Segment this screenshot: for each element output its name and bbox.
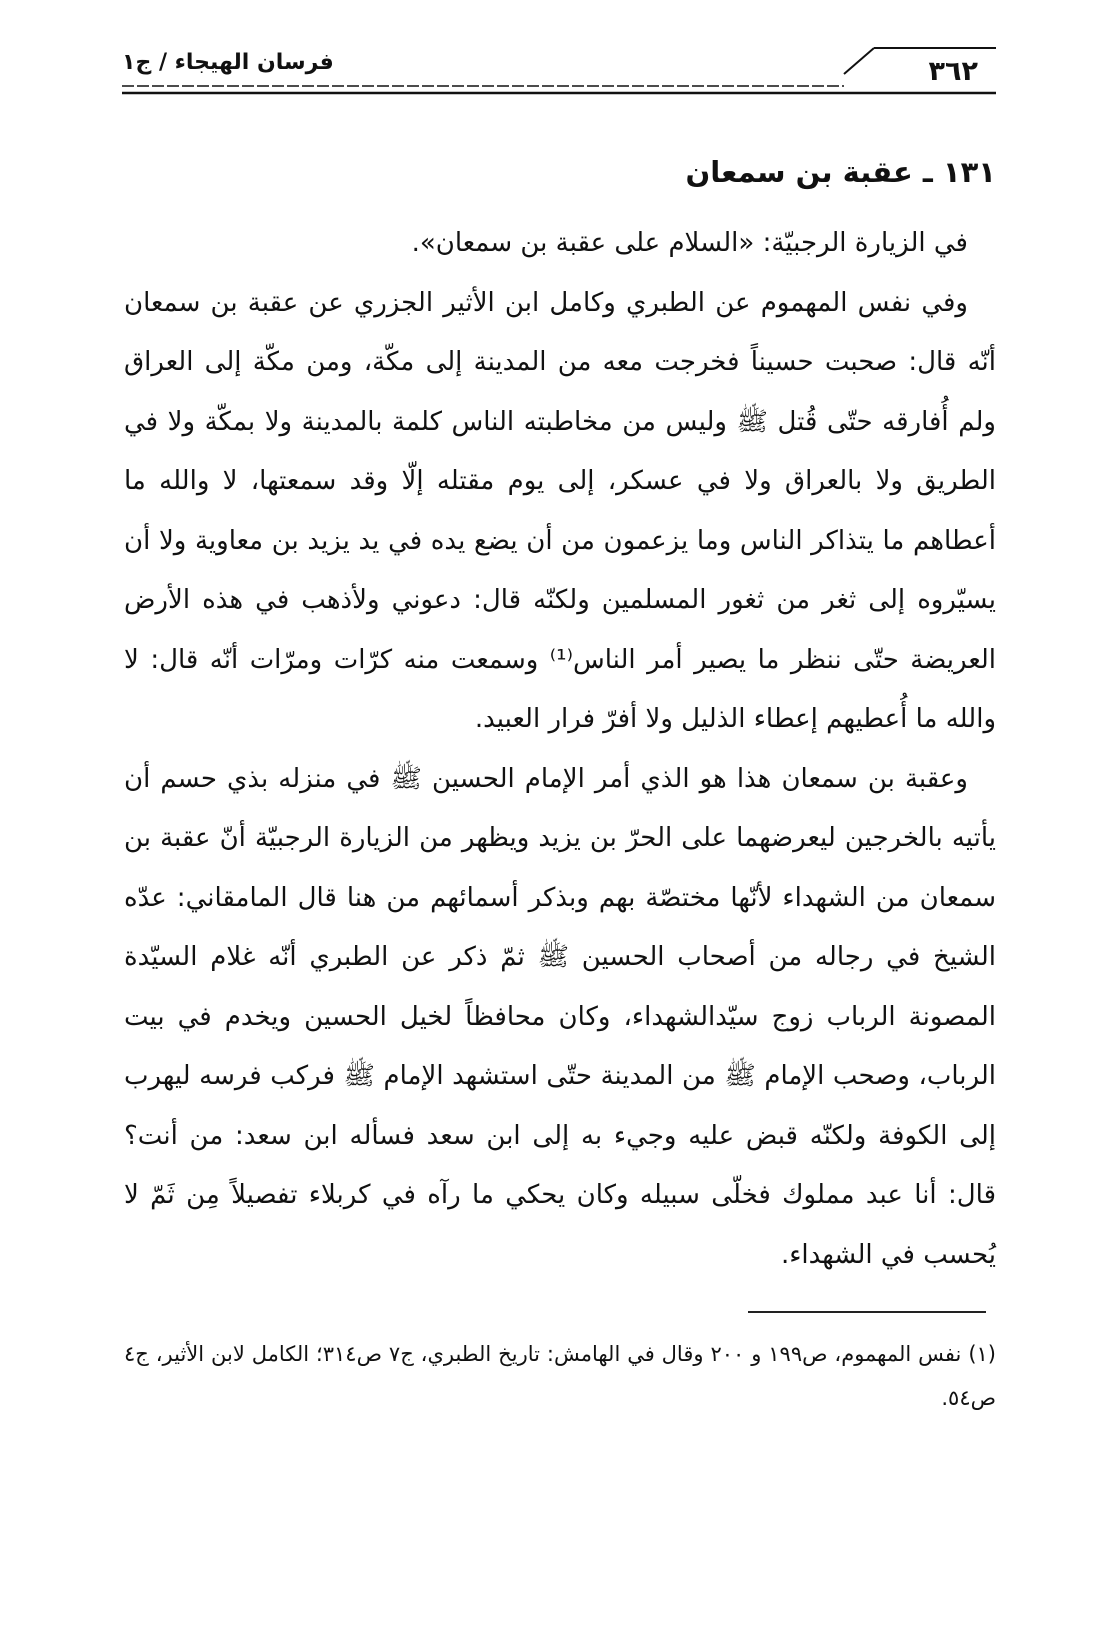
running-title: فرسان الهيجاء / ج١ xyxy=(122,50,334,75)
footnote: (١) نفس المهموم، ص١٩٩ و ٢٠٠ وقال في الهامش: تاريخ الطبري، ج٧ ص٣١٤؛ الكامل لابن الأثير، ج٤ ص٥٤. xyxy=(124,1342,996,1410)
main-text xyxy=(124,150,996,1285)
section-title: ١٣١ ـ عقبة بن سمعان xyxy=(685,155,996,189)
paragraph: وعقبة بن سمعان هذا هو الذي أمر الإمام الحسين ﷺ في منزله بذي حسم أن يأتيه بالخرجين ليعرضهما على الحرّ بن يزيد ويظهر من الزيارة الرجبيّة أنّ عقبة بن سمعان من الشهداء لأنّها مختصّة بهم وبذكر أسمائهم من هنا قال المامقاني: عدّه الشيخ في رجاله من أصحاب الحسين ﷺ ثمّ ذكر عن الطبري أنّه غلام السيّدة المصونة الرباب زوج سيّدالشهداء، وكان محافظاً لخيل الحسين ويخدم في بيت الرباب، وصحب الإمام ﷺ من المدينة حتّى استشهد الإمام ﷺ فركب فرسه ليهرب إلى الكوفة ولكنّه قبض عليه وجيء به إلى ابن سعد فسأله ابن سعد: من أنت؟ قال: أنا عبد مملوك فخلّى سبيله وكان يحكي ما رآه في كربلاء تفصيلاً مِن ثَمّ لا يُحسب في الشهداء. xyxy=(124,763,996,1270)
paragraph: وفي نفس المهموم عن الطبري وكامل ابن الأثير الجزري عن عقبة بن سمعان أنّه قال: صحبت حسيناً فخرجت معه من المدينة إلى مكّة، ومن مكّة إلى العراق ولم أُفارقه حتّى قُتل ﷺ وليس من مخاطبته الناس كلمة بالمدينة ولا بمكّة ولا في الطريق ولا بالعراق ولا في عسكر، إلى يوم مقتله إلّا وقد سمعتها، لا والله ما أعطاهم ما يتذاكر الناس وما يزعمون من أن يضع يده في يد يزيد بن معاوية ولا أن يسيّروه إلى ثغر من ثغور المسلمين ولكنّه قال: دعوني ولأذهب في هذه الأرض العريضة حتّى ننظر ما يصير أمر الناس⁽¹⁾ وسمعت منه كرّات ومرّات أنّه قال: لا والله ما أُعطيهم إعطاء الذليل ولا أفرّ فرار العبيد. xyxy=(124,287,997,734)
paragraph: في الزيارة الرجبيّة: «السلام على عقبة بن سمعان». xyxy=(411,228,968,258)
page-header xyxy=(122,40,996,100)
footnote-divider xyxy=(748,1311,986,1313)
footnotes xyxy=(124,1332,996,1420)
page-number: ٣٦٢ xyxy=(928,56,978,87)
